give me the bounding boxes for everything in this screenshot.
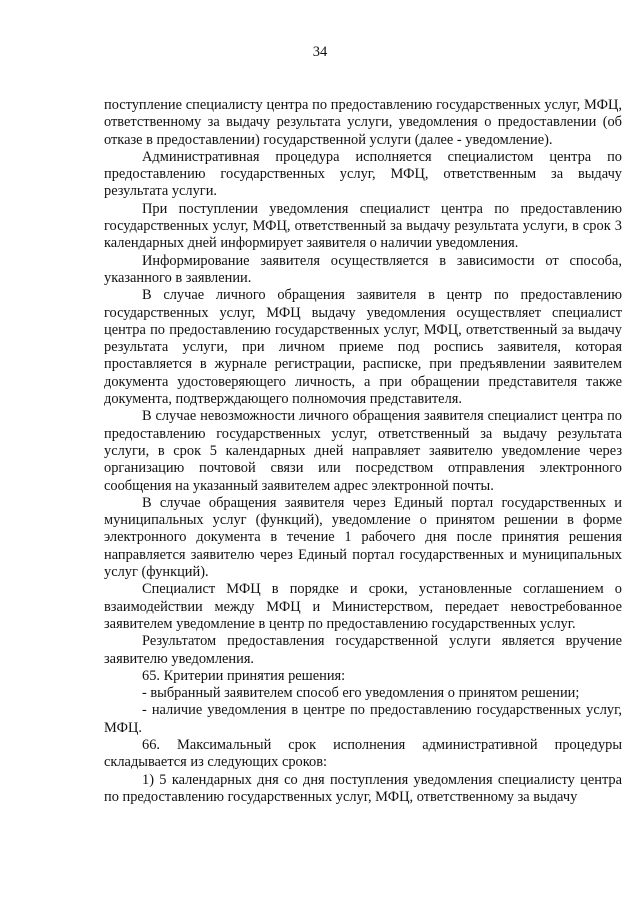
paragraph-informing-method: Информирование заявителя осуществляется в зависимости от способа, указанного в заявлении. — [104, 252, 622, 286]
paragraph-unclaimed-transfer: Специалист МФЦ в порядке и сроки, установленные соглашением о взаимодействии между МФЦ и Министерством, передает невостребованное заявителем уведомление в центр по предоставлению государственных услуг. — [104, 581, 622, 632]
list-item-criterion-presence: - наличие уведомления в центре по предоставлению государственных услуг, МФЦ. — [104, 702, 622, 736]
paragraph-personal-visit: В случае личного обращения заявителя в центр по предоставлению государственных услуг, МФЦ выдачу уведомления осуществляет специалист центра по предоставлению государственных услуг, МФЦ, ответственный за выдачу результата услуги, при личном приеме под роспись заявителя, которая проставляется в журнале регистрации, расписке, при предъявлении заявителем документа удостоверяющего личность, а при обращении представителя также документа, подтверждающего полномочия представителя. — [104, 287, 622, 408]
document-body — [104, 97, 622, 806]
list-item-criterion-method: - выбранный заявителем способ его уведомления о принятом решении; — [142, 685, 580, 702]
paragraph-unified-portal: В случае обращения заявителя через Единый портал государственных и муниципальных услуг (функций), уведомление о принятом решении в форме электронного документа в течение 1 рабочего дня после принятия решения направляется заявителю через Единый портал государственных и муниципальных услуг (функций). — [104, 494, 622, 581]
paragraph-decision-criteria: 65. Критерии принятия решения: — [142, 667, 346, 684]
list-item-term-1: 1) 5 календарных дня со дня поступления уведомления специалисту центра по предоставлению государственных услуг, МФЦ, ответственному за выдачу — [104, 771, 622, 805]
paragraph-applicant-informing: При поступлении уведомления специалист центра по предоставлению государственных услуг, МФЦ, ответственный за выдачу результата услуги, в срок 3 календарных дней информирует заявителя о наличии уведомления. — [104, 200, 622, 252]
paragraph-remote-delivery: В случае невозможности личного обращения заявителя специалист центра по предоставлению государственных услуг, ответственный за выдачу результата услуги, в срок 5 календарных дней направляет заявителю уведомление через организацию почтовой связи или посредством отправления электронного сообщения на указанный заявителем адрес электронной почты. — [104, 408, 622, 494]
paragraph-result: Результатом предоставления государственной услуги является вручение заявителю уведомления. — [104, 633, 622, 667]
paragraph-max-term: 66. Максимальный срок исполнения административной процедуры складывается из следующих сроков: — [104, 736, 622, 771]
page-number: 34 — [312, 44, 328, 60]
paragraph-procedure-executor: Административная процедура исполняется специалистом центра по предоставлению государственных услуг, МФЦ, ответственным за выдачу результата услуги. — [104, 148, 622, 200]
paragraph-notification-receipt: поступление специалисту центра по предоставлению государственных услуг, МФЦ, ответственному за выдачу результата услуги, уведомления о предоставлении (об отказе в предоставлении) государственной услуги (далее - уведомление). — [104, 97, 622, 148]
